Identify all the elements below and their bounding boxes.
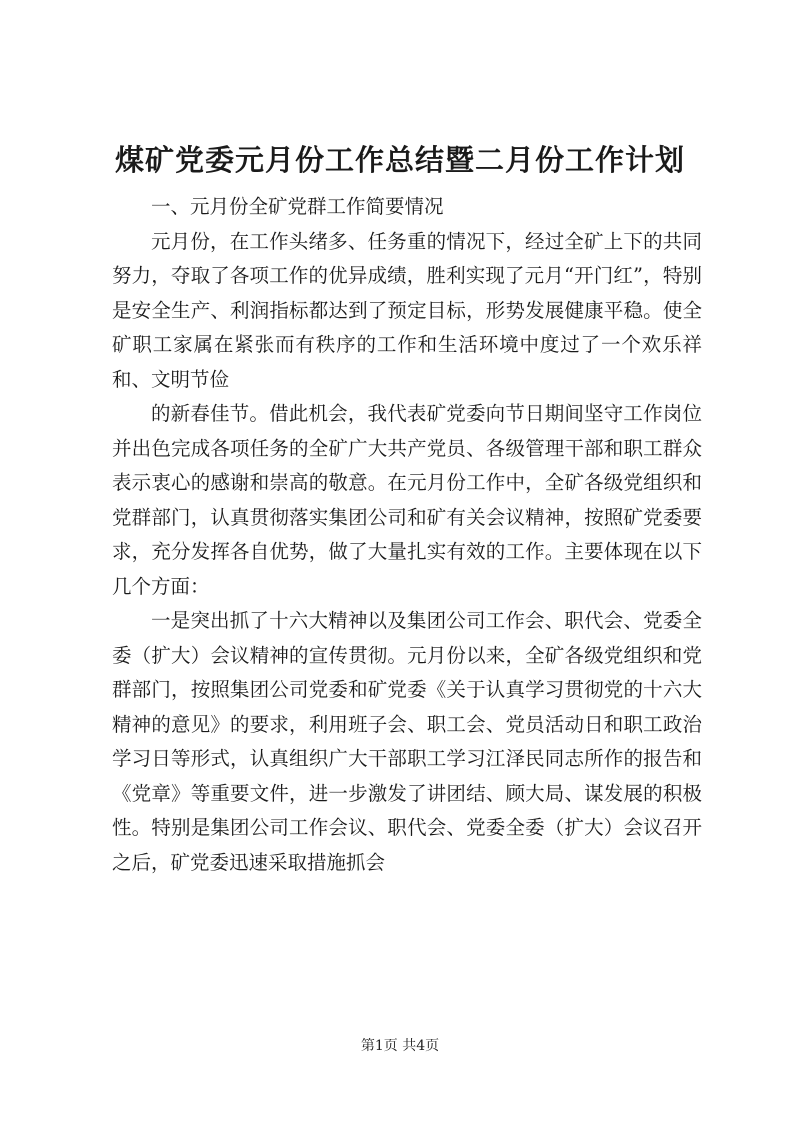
paragraph: 的新春佳节。借此机会，我代表矿党委向节日期间坚守工作岗位并出色完成各项任务的全矿广大共产党员、各级管理干部和职工群众表示衷心的感谢和崇高的敬意。在元月份工作中，全矿各级党组织和党群部门，认真贯彻落实集团公司和矿有关会议精神，按照矿党委要求，充分发挥各自优势，做了大量扎实有效的工作。主要体现在以下几个方面：: [112, 402, 702, 598]
document-body: [112, 190, 702, 880]
page-footer: 第1页 共4页: [360, 1038, 440, 1054]
document-title: 煤矿党委元月份工作总结暨二月份工作计划: [114, 143, 685, 177]
paragraph: 一是突出抓了十六大精神以及集团公司工作会、职代会、党委全委（扩大）会议精神的宣传贯彻。元月份以来，全矿各级党组织和党群部门，按照集团公司党委和矿党委《关于认真学习贯彻党的十六大精神的意见》的要求，利用班子会、职工会、党员活动日和职工政治学习日等形式，认真组织广大干部职工学习江泽民同志所作的报告和《党章》等重要文件，进一步激发了讲团结、顾大局、谋发展的积极性。特别是集团公司工作会议、职代会、党委全委（扩大）会议召开之后，矿党委迅速采取措施抓会: [112, 609, 702, 874]
section-heading: 一、元月份全矿党群工作简要情况: [151, 195, 444, 218]
paragraph: 元月份，在工作头绪多、任务重的情况下，经过全矿上下的共同努力，夺取了各项工作的优异成绩，胜利实现了元月“开门红”，特别是安全生产、利润指标都达到了预定目标，形势发展健康平稳。使全矿职工家属在紧张而有秩序的工作和生活环境中度过了一个欢乐祥和、文明节俭: [112, 229, 702, 391]
